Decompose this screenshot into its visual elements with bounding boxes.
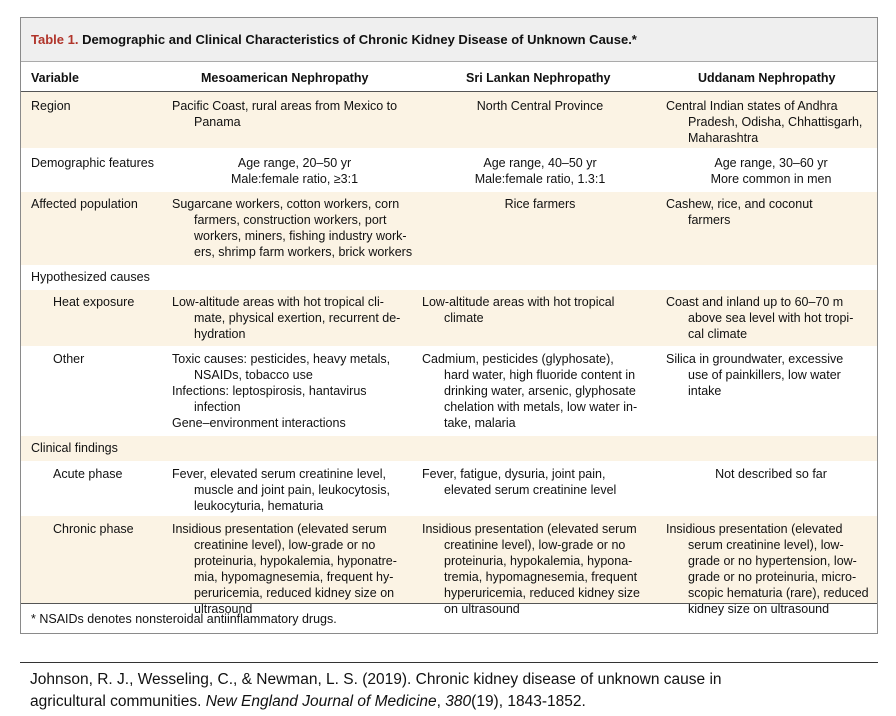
row-label: Demographic features [31,156,154,170]
row-label: Acute phase [53,467,123,481]
sri-cell: Insidious presentation (elevated serum creatinine level), low-grade or no proteinuria, hypokalemia, hypona- tremia, hypomagnesemia, frequent hyperuricemia, reduced kidney size on ultrasound [422,522,640,616]
row-label: Region [31,99,71,113]
row-acute-phase [21,461,877,516]
meso-cell: Insidious presentation (elevated serum creatinine level), low-grade or no proteinuria, hypokalemia, hyponatre- mia, hypomagnesemia, frequent hy- peruricemia, reduced kidney size on ultrasound [172,522,397,616]
udd-cell: Cashew, rice, and coconut farmers [666,197,813,227]
meso-cell: Sugarcane workers, cotton workers, corn farmers, construction workers, port workers, miners, fishing industry work- ers, shrimp farm workers, brick workers [172,197,413,259]
udd-cell: Central Indian states of Andhra Pradesh, Odisha, Chhattisgarh, Maharashtra [666,99,863,145]
row-region [21,92,877,148]
udd-cell: Age range, 30–60 yr More common in men [710,156,832,186]
sri-cell: Age range, 40–50 yr Male:female ratio, 1.3:1 [474,156,606,186]
meso-cell: Fever, elevated serum creatinine level, muscle and joint pain, leukocytosis, leukocyturia, hematuria [172,467,390,513]
meso-cell: Toxic causes: pesticides, heavy metals, NSAIDs, tobacco use Infections: leptospirosis, hantavirus infection Gene–environment interactions [172,352,391,430]
sri-cell: Fever, fatigue, dysuria, joint pain, elevated serum creatinine level [422,467,617,497]
row-hypothesized-causes [21,265,877,290]
section-label: Hypothesized causes [31,270,150,284]
table-title [21,18,877,62]
udd-cell: Silica in groundwater, excessive use of painkillers, low water intake [666,352,844,398]
section-label: Clinical findings [31,441,118,455]
row-other [21,346,877,436]
row-label: Heat exposure [53,295,135,309]
journal-name: New England Journal of Medicine [205,693,437,710]
row-clinical-findings [21,436,877,461]
table-header-row [21,62,877,92]
row-heat-exposure [21,290,877,346]
table-footnote: * NSAIDs denotes nonsteroidal antiinflammatory drugs. [31,612,337,626]
sri-cell: Rice farmers [504,197,576,211]
udd-cell: Coast and inland up to 60–70 m above sea level with hot tropi- cal climate [666,295,854,341]
meso-cell: Age range, 20–50 yr Male:female ratio, ≥3:1 [230,156,359,186]
citation-line-1: Johnson, R. J., Wesseling, C., & Newman, L. S. (2019). Chronic kidney disease of unknown cause in [30,671,722,688]
row-demographic [21,148,877,192]
volume: 380 [445,693,472,710]
sri-cell: Cadmium, pesticides (glyphosate), hard water, high fluoride content in drinking water, arsenic, glyphosate chelation with metals, low water in- take, malaria [422,352,638,430]
meso-cell: Low-altitude areas with hot tropical cli- mate, physical exertion, recurrent de- hydration [172,295,401,341]
row-affected-population [21,192,877,265]
citation [30,669,722,713]
meso-cell: Pacific Coast, rural areas from Mexico to Panama [172,99,398,129]
udd-cell: Not described so far [715,467,827,481]
row-label: Affected population [31,197,138,211]
table-frame [20,17,878,634]
row-label: Other [53,352,85,366]
header-uddanam: Uddanam Nephropathy [698,71,836,85]
citation-line-2: agricultural communities. New England Journal of Medicine, 380(19), 1843-1852. [30,693,586,710]
header-variable: Variable [31,71,79,85]
sri-cell: Low-altitude areas with hot tropical climate [422,295,615,325]
udd-cell: Insidious presentation (elevated serum creatinine level), low- grade or no hypertension, low- grade or no proteinuria, micro- scopic hematuria (rare), reduced kidney size on ultrasound [666,522,869,616]
header-mesoamerican: Mesoamerican Nephropathy [201,71,369,85]
row-chronic-phase [21,516,877,616]
row-label: Chronic phase [53,522,134,536]
table-bottom-rule [21,603,877,604]
table-number: Table 1. [31,32,79,47]
sri-cell: North Central Province [476,99,604,113]
table-title-text: Demographic and Clinical Characteristics of Chronic Kidney Disease of Unknown Cause.* [78,32,637,47]
citation-divider [20,662,878,663]
header-sri-lankan: Sri Lankan Nephropathy [466,71,611,85]
